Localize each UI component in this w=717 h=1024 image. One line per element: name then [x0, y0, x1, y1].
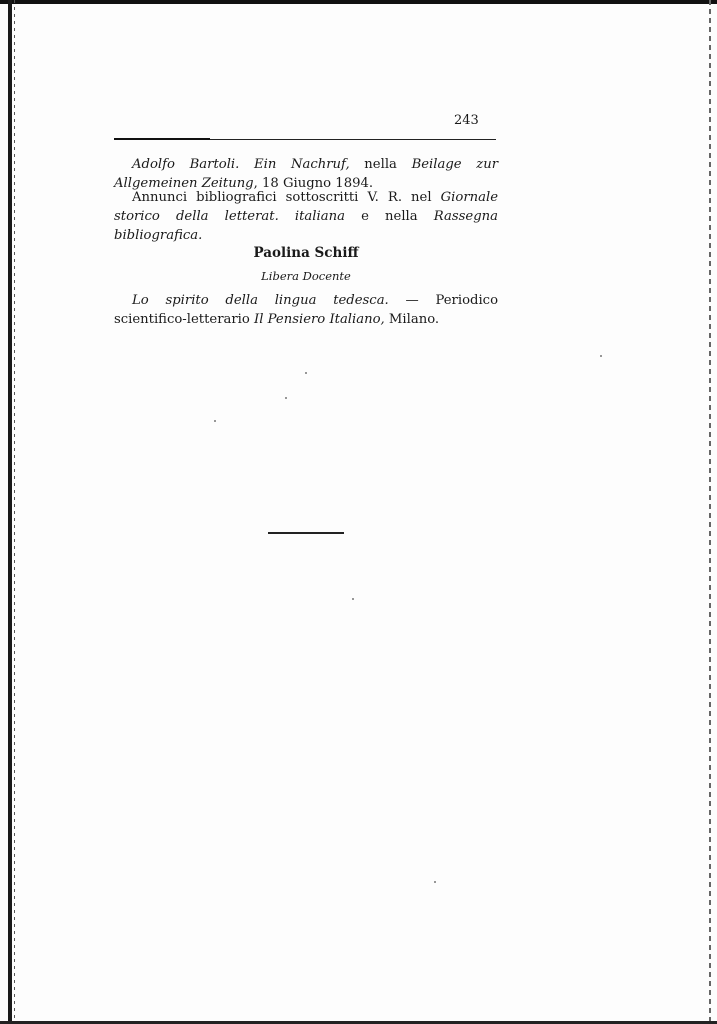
- entry-1-part-2: nella: [349, 157, 412, 172]
- scan-speck: [600, 355, 602, 357]
- entry-2-part-1: Annunci bibliografici sottoscritti V. R. nel: [132, 190, 441, 205]
- scan-speck: [214, 420, 216, 422]
- page-edge-left-shadow: [14, 0, 15, 1024]
- entry-2-part-3: e nella: [344, 209, 434, 224]
- page-edge-top: [0, 0, 717, 4]
- page-edge-right: [709, 0, 711, 1024]
- author-entry-part-3: Il Pensiero Italiano,: [254, 312, 385, 327]
- author-entry-part-4: Milano.: [384, 312, 440, 327]
- scan-speck: [305, 372, 307, 374]
- entry-2-part-4: Rassegna bibliografica.: [114, 209, 498, 243]
- page-edge-left: [8, 0, 12, 1024]
- page-number: 243: [454, 113, 479, 128]
- author-name: Paolina Schiff: [253, 245, 359, 261]
- entry-1-part-3: Beilage zur Allgemeinen Zeitung: [114, 157, 498, 191]
- author-role: Libera Docente: [261, 269, 351, 283]
- section-end-rule: [268, 532, 344, 534]
- author-bibliography-entry-1: [114, 291, 498, 329]
- entry-2-part-2: Giornale storico della letterat. italiana: [114, 190, 498, 224]
- author-entry-part-2: — Periodico scientifico-letterario: [114, 293, 499, 327]
- scan-speck: [352, 598, 354, 600]
- scan-speck: [434, 881, 436, 883]
- bibliography-entry-2: [114, 188, 498, 245]
- scan-speck: [285, 397, 287, 399]
- entry-1-part-1: Adolfo Bartoli. Ein Nachruf,: [132, 157, 350, 172]
- header-rule-accent: [114, 138, 210, 140]
- entry-1-part-4: , 18 Giugno 1894.: [253, 176, 374, 191]
- author-entry-part-1: Lo spirito della lingua tedesca.: [132, 293, 389, 308]
